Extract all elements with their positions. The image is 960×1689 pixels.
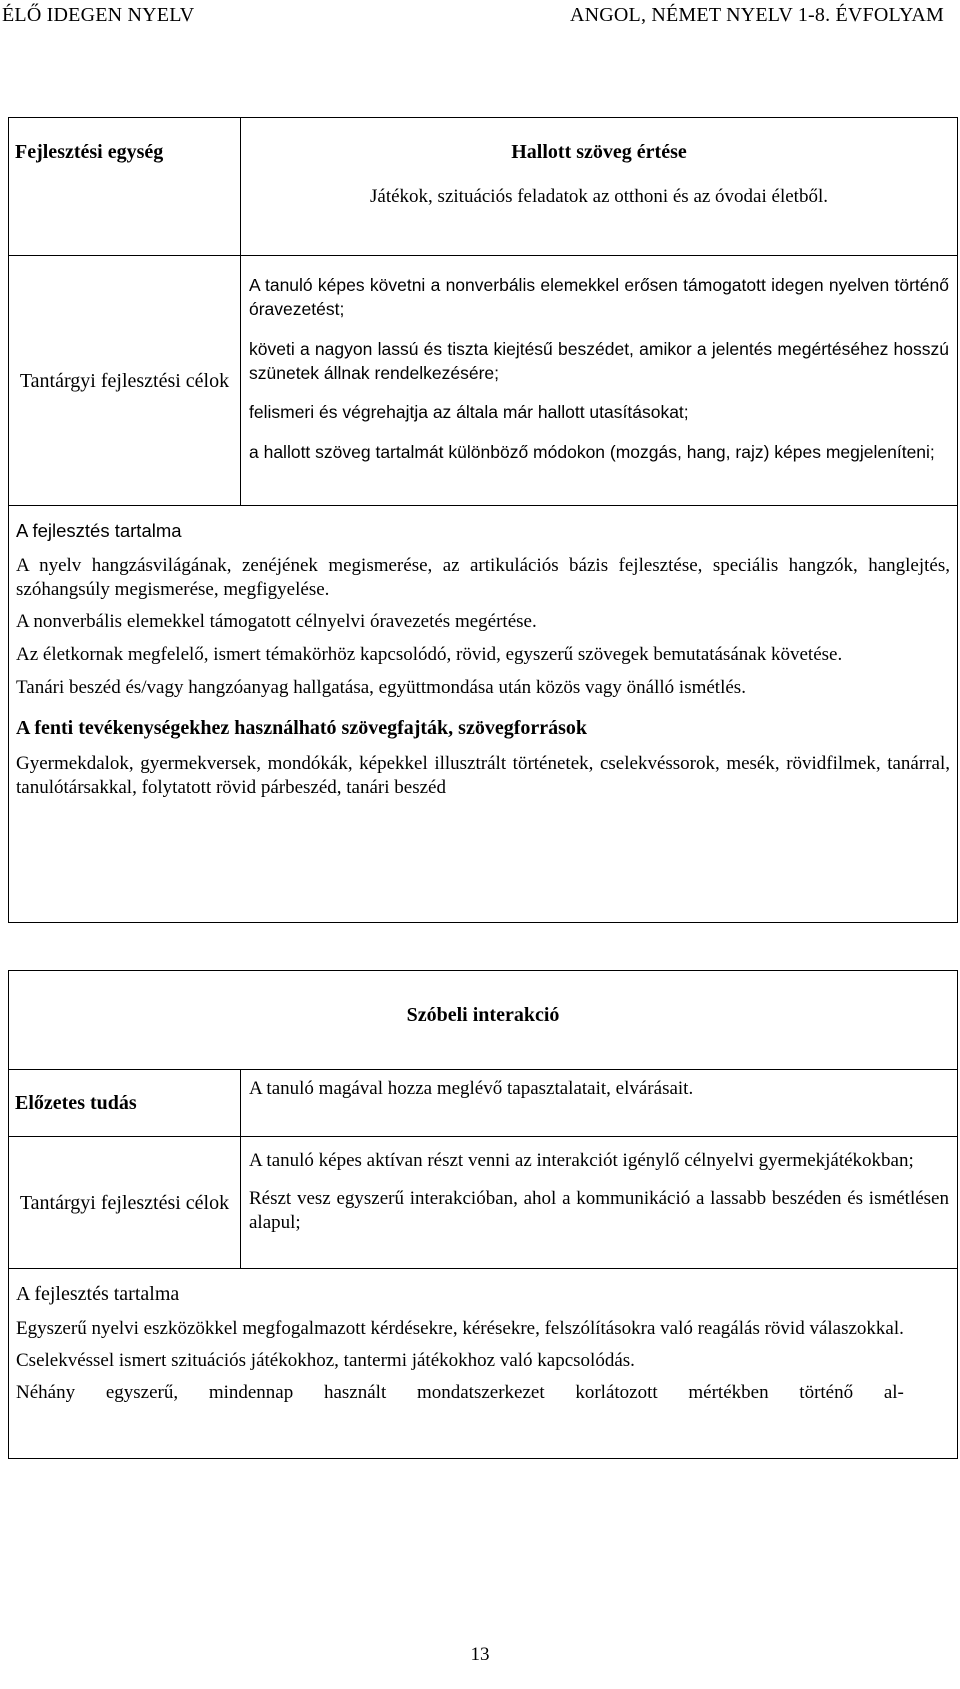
content-label: A fejlesztés tartalma xyxy=(16,520,182,541)
header-grades: ANGOL, NÉMET NYELV 1-8. ÉVFOLYAM xyxy=(569,4,944,26)
page-number: 13 xyxy=(470,1644,490,1665)
goal-item: felismeri és végrehajtja az általa már hallott utasításokat; xyxy=(249,402,689,422)
row-goals-2 xyxy=(9,1136,957,1268)
row-unit xyxy=(9,118,957,255)
row-prior xyxy=(9,1069,957,1136)
goals-label-2: Tantárgyi fejlesztési célok xyxy=(9,1137,241,1268)
prior-knowledge: Játékok, szituációs feladatok az otthoni és az óvodai életből. xyxy=(370,186,828,207)
unit-title-2: Szóbeli interakció xyxy=(406,1004,560,1026)
content-item: Tanári beszéd és/vagy hangzóanyag hallgatása, együttmondása után közös vagy önálló ismétlés. xyxy=(16,677,746,698)
content-item: Néhány egyszerű, mindennap használt mondatszerkezet korlátozott mértékben történő al- xyxy=(16,1382,904,1403)
unit-title: Hallott szöveg értése xyxy=(511,141,687,163)
table-listening xyxy=(8,117,958,923)
content-item: Egyszerű nyelvi eszközökkel megfogalmazott kérdésekre, kérésekre, felszólításokra való reagálás rövid válaszokkal. xyxy=(16,1318,904,1339)
goal-item: A tanuló képes követni a nonverbális elemekkel erősen támogatott idegen nyelven történő óravezetést; xyxy=(249,275,949,319)
content-item: A nonverbális elemekkel támogatott célnyelvi óravezetés megértése. xyxy=(16,611,537,632)
goals-list xyxy=(241,256,957,505)
goal-item: követi a nagyon lassú és tiszta kiejtésű beszédet, amikor a jelentés megértéséhez hosszú szünetek állnak rendelkezésére; xyxy=(249,339,949,383)
row-unit-2 xyxy=(9,971,957,1069)
prior-label: Előzetes tudás xyxy=(9,1070,241,1136)
header-subject: ÉLŐ IDEGEN NYELV xyxy=(2,4,195,26)
goals-label: Tantárgyi fejlesztési célok xyxy=(9,256,241,505)
row-content xyxy=(9,505,957,922)
prior-knowledge-2: A tanuló magával hozza meglévő tapasztalatait, elvárásait. xyxy=(249,1078,694,1099)
texttypes-label: A fenti tevékenységekhez használható szövegfajták, szövegforrások xyxy=(16,717,588,739)
row-goals xyxy=(9,255,957,505)
table-interaction xyxy=(8,970,958,1459)
texttypes: Gyermekdalok, gyermekversek, mondókák, képekkel illusztrált történetek, cselekvéssorok, mesék, rövidfilmek, tanárral, tanulótársakkal, folytatott rövid párbeszéd, tanári beszéd xyxy=(16,753,950,798)
content-item: Az életkornak megfelelő, ismert témakörhöz kapcsolódó, rövid, egyszerű szövegek bemutatásának követése. xyxy=(16,644,843,665)
row-content-2 xyxy=(9,1268,957,1461)
unit-label: Fejlesztési egység xyxy=(9,118,241,255)
goal-item: A tanuló képes aktívan részt venni az interakciót igénylő célnyelvi gyermekjátékokban; xyxy=(249,1150,914,1171)
content-item: A nyelv hangzásvilágának, zenéjének megismerése, az artikulációs bázis fejlesztése, speciális hangzók, hanglejtés, szóhangsúly megismerése, megfigyelése. xyxy=(16,555,950,600)
goal-item: a hallott szöveg tartalmát különböző módokon (mozgás, hang, rajz) képes megjeleníteni; xyxy=(249,442,935,462)
content-label-2: A fejlesztés tartalma xyxy=(16,1283,180,1305)
content-item: Cselekvéssel ismert szituációs játékokhoz, tantermi játékokhoz való kapcsolódás. xyxy=(16,1350,635,1371)
goal-item: Részt vesz egyszerű interakcióban, ahol a kommunikáció a lassabb beszéden és ismétlésen alapul; xyxy=(249,1188,949,1233)
